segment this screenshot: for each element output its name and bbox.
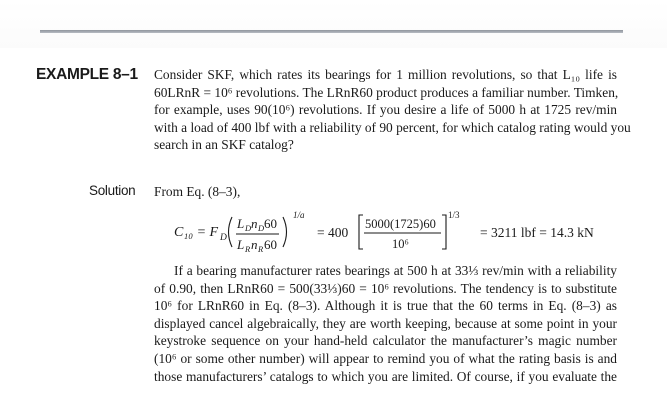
text-line: of 0.90, then LRnR60 = 500(33⅓)60 = 10⁶ revolutions. The tendency is to substitute — [154, 280, 617, 296]
frac1-num-tail: 60 — [264, 216, 277, 231]
solution-discussion — [154, 262, 617, 385]
solution-label: Solution — [89, 183, 136, 198]
text-line: If a bearing manufacturer rates bearings at 500 h at 33⅓ rev/min with a reliability — [174, 263, 617, 278]
text-line: 60LRnR = 10⁶ revolutions. The LRnR60 product produces a familiar number. Timken, — [154, 84, 619, 100]
eq-exp1: 1/a — [293, 210, 305, 220]
right-bracket — [442, 215, 446, 249]
example-label: EXAMPLE 8–1 — [36, 66, 138, 83]
frac2-num: 5000(1725)60 — [365, 217, 436, 231]
eq-lhs: C₁₀ = F — [174, 225, 219, 240]
text-line: From Eq. (8–3), — [154, 184, 241, 199]
frac1-num-sub2: D — [258, 223, 265, 233]
text-line: those manufacturers’ catalogs to which you are limited. Of course, if you evaluate the — [154, 368, 617, 384]
eq-exp2: 1/3 — [448, 210, 460, 220]
frac1-num-n: n — [251, 216, 258, 231]
frac1-den-tail: 60 — [264, 237, 277, 252]
text-line: search in an SKF catalog? — [154, 137, 294, 153]
left-bracket — [359, 215, 363, 249]
left-paren — [229, 217, 233, 247]
right-paren — [283, 217, 287, 247]
scan-background — [0, 0, 667, 48]
text-line: Consider SKF, which rates its bearings for 1 million revolutions, so that L₁₀ life is — [154, 67, 617, 82]
frac1-den-l: L — [237, 237, 245, 252]
example-statement — [154, 66, 631, 154]
frac1-num-l: L — [237, 216, 245, 231]
frac1-den-n: n — [251, 237, 258, 252]
text-line: keystroke sequence on your hand-held calculator the manufacturer’s magic number — [154, 333, 617, 349]
frac1-num-sub1: D — [245, 223, 252, 233]
text-line: with a load of 400 lbf with a reliability of 90 percent, for which catalog rating would you — [154, 119, 631, 135]
text-line: 10⁶ for LRnR60 in Eq. (8–3). Although it is true that the 60 terms in Eq. (8–3) as — [154, 298, 617, 314]
frac1-den-sub2: R — [258, 244, 264, 254]
solution-intro — [154, 183, 617, 201]
eq-result: = 3211 lbf = 14.3 kN — [480, 225, 594, 240]
eq-lhs-sub: D — [220, 233, 227, 243]
rating-equation — [154, 206, 617, 256]
text-line: (10⁶ or some other number) will appear to remind you of what the rating basis is and — [154, 350, 617, 366]
text-line: for example, uses 90(10⁶) revolutions. If you desire a life of 5000 h at 1725 rev/min — [154, 102, 617, 118]
text-line: displayed cancel algebraically, they are worth keeping, because at some point in your — [154, 315, 617, 331]
eq-mid: = 400 — [317, 225, 349, 240]
section-rule — [40, 30, 623, 33]
equation-svg — [154, 206, 617, 256]
frac2-den: 10⁶ — [392, 237, 409, 251]
frac1-den-sub1: R — [245, 244, 251, 254]
